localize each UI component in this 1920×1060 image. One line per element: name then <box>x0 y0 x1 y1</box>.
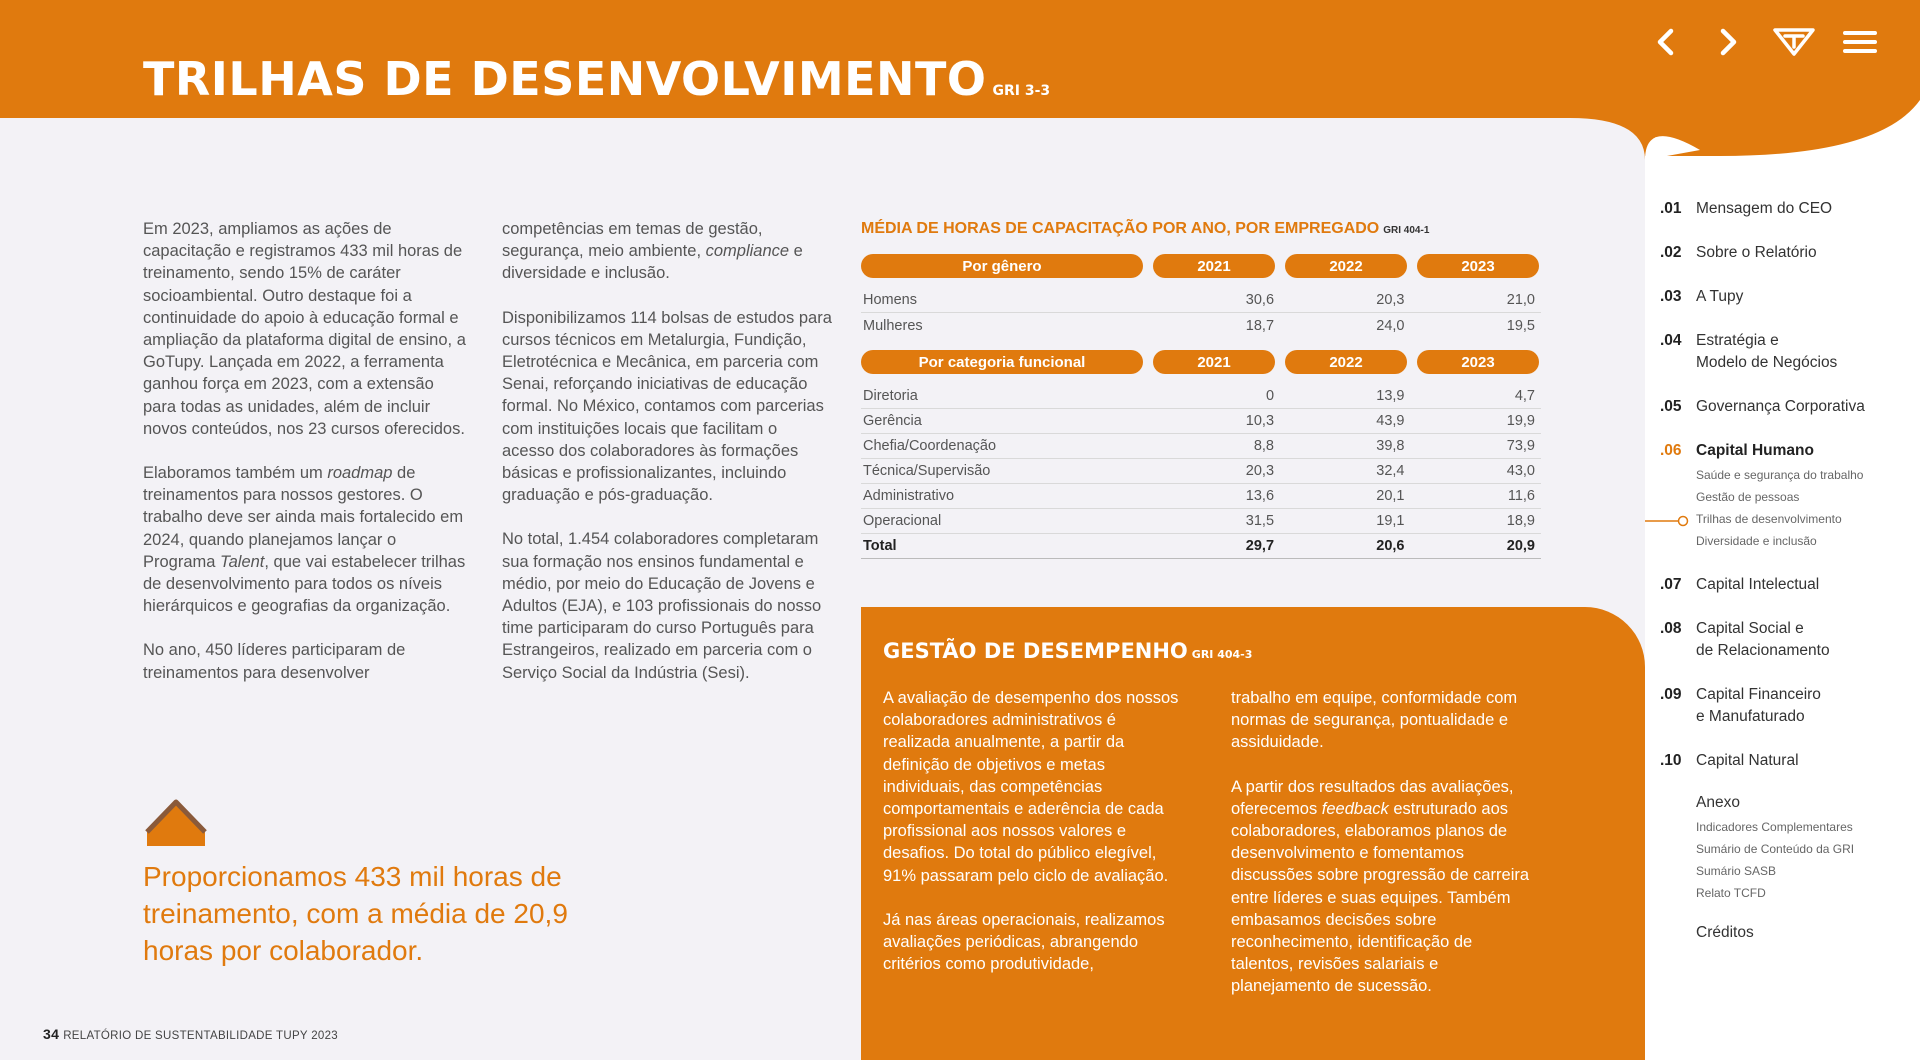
row-value: 73,9 <box>1506 438 1535 454</box>
hamburger-menu-icon[interactable] <box>1840 26 1880 58</box>
row-value: 0 <box>1265 388 1275 404</box>
row-value: 13,6 <box>1245 488 1275 504</box>
paragraph: competências em temas de gestão, segurança, meio ambiente, compliance e diversidade e inclusão. <box>502 220 803 283</box>
row-label: Operacional <box>863 513 942 529</box>
body-column-2 <box>502 218 832 706</box>
tupy-logo-icon[interactable] <box>1770 26 1818 58</box>
sidebar-annex-item[interactable]: Sumário de Conteúdo da GRI <box>1696 842 1855 856</box>
table-row <box>861 409 1541 434</box>
row-value: 20,3 <box>1245 463 1275 479</box>
paragraph: Disponibilizamos 114 bolsas de estudos para cursos técnicos em Metalurgia, Fundição, Eletrotécnica e Mecânica, em parceria com Senai, reforçando iniciativas de educação formal. No México, contamos com parcerias com instituições locais que facilitam o acesso dos colaboradores às formações básicas e profissionalizantes, incluindo graduação e pós-graduação. <box>502 308 832 505</box>
sidebar-item-number: .03 <box>1660 288 1682 305</box>
sidebar-item-label: Capital Humano <box>1696 442 1814 459</box>
row-value: 32,4 <box>1376 463 1405 479</box>
sidebar-item-label: Capital Financeiro e Manufaturado <box>1696 686 1821 725</box>
row-label: Homens <box>863 292 917 308</box>
sidebar-credits[interactable]: Créditos <box>1696 924 1754 941</box>
sidebar-item-03[interactable] <box>1660 286 1920 308</box>
row-value: 8,8 <box>1253 438 1275 454</box>
sidebar-annex-item[interactable]: Relato TCFD <box>1696 886 1766 900</box>
row-value: 4,7 <box>1514 388 1535 404</box>
row-value: 20,3 <box>1376 292 1405 308</box>
sidebar-item-number: .09 <box>1660 686 1682 703</box>
sidebar-subitem[interactable]: Gestão de pessoas <box>1696 490 1800 504</box>
row-value: 13,9 <box>1376 388 1405 404</box>
row-label: Mulheres <box>863 317 923 334</box>
table-row <box>861 384 1541 409</box>
paragraph: A avaliação de desempenho dos nossos colaboradores administrativos é realizada anualmente, a partir da definição de objetivos e metas individuais, das competências comportamentais e aderência de cada profissional aos nossos valores e desafios. Do total do público elegível, 91% passaram pelo ciclo de avaliação. <box>883 689 1179 885</box>
performance-column-2 <box>1231 687 1533 1020</box>
row-value: 19,9 <box>1506 413 1535 429</box>
sidebar-menu <box>1660 198 1920 942</box>
performance-section <box>861 607 1645 1060</box>
row-label: Chefia/Coordenação <box>863 438 997 454</box>
sidebar-annex-item[interactable]: Sumário SASB <box>1696 864 1777 878</box>
table-row <box>861 484 1541 509</box>
footer <box>43 1026 338 1042</box>
paragraph: Já nas áreas operacionais, realizamos avaliações periódicas, abrangendo critérios como produtividade, <box>883 910 1165 974</box>
body-column-1 <box>143 218 468 706</box>
sidebar-item-number: .06 <box>1660 442 1682 459</box>
sidebar-subitem[interactable]: Trilhas de desenvolvimento <box>1696 512 1842 526</box>
paragraph: Elaboramos também um roadmap de treinamentos para nossos gestores. O trabalho deve ser ainda mais fortalecido em 2024, quando planejamos lançar o Programa Talent, que vai estabelecer trilhas de desenvolvimento para todos os níveis hierárquicos e geografias da organização. <box>143 464 466 616</box>
sidebar-item-09[interactable] <box>1660 684 1920 728</box>
row-label: Técnica/Supervisão <box>863 463 991 479</box>
row-value: 31,5 <box>1245 513 1275 529</box>
paragraph: Em 2023, ampliamos as ações de capacitação e registramos 433 mil horas de treinamento, sendo 15% de caráter socioambiental. Outro destaque foi a continuidade do apoio à educação formal e ampliação da plataforma digital de ensino, a GoTupy. Lançada em 2022, a ferramenta ganhou força em 2023, com a extensão para todas as unidades, além de incluir novos conteúdos, nos 23 cursos oferecidos. <box>143 220 466 438</box>
paragraph: A partir dos resultados das avaliações, oferecemos feedback estruturado aos colaboradores, elaboramos planos de desenvolvimento e fomentamos discussões sobre progressão de carreira entre líderes e suas equipes. Também embasamos decisões sobre reconhecimento, identificação de talentos, revisões salariais e planejamento de sucessão. <box>1231 777 1530 996</box>
row-value: 10,3 <box>1245 413 1275 429</box>
row-value: 21,0 <box>1506 292 1535 308</box>
row-value: 20,1 <box>1376 488 1405 504</box>
performance-column-1 <box>883 687 1185 1020</box>
sidebar-item-number: .01 <box>1660 200 1682 217</box>
row-value: 43,0 <box>1506 463 1535 479</box>
page-title: TRILHAS DE DESENVOLVIMENTO GRI 3-3 <box>143 52 1051 106</box>
sidebar-item-05[interactable] <box>1660 396 1920 418</box>
sidebar-item-04[interactable] <box>1660 330 1920 374</box>
roof-arrow-icon <box>143 798 209 850</box>
sidebar-item-label: Capital Natural <box>1696 752 1799 769</box>
sidebar-item-08[interactable] <box>1660 618 1920 662</box>
row-label: Administrativo <box>863 488 955 504</box>
sidebar-item-label: Capital Social e de Relacionamento <box>1696 620 1830 659</box>
sidebar-item-02[interactable] <box>1660 242 1920 264</box>
table-header-gender: Por gênero 2021 2022 2023 <box>861 254 1541 278</box>
sidebar-annex-submenu <box>1696 816 1920 904</box>
training-hours-table <box>861 220 1541 559</box>
table-row <box>861 459 1541 484</box>
sidebar-item-number: .10 <box>1660 752 1682 769</box>
table-header-category: Por categoria funcional 2021 2022 2023 <box>861 350 1541 374</box>
paragraph: No ano, 450 líderes participaram de treinamentos para desenvolver <box>143 641 406 682</box>
sidebar-subitem[interactable]: Saúde e segurança do trabalho <box>1696 468 1864 482</box>
sidebar-item-07[interactable] <box>1660 574 1920 596</box>
row-value: 18,7 <box>1245 317 1275 334</box>
sidebar-item-number: .02 <box>1660 244 1682 261</box>
sidebar-item-01[interactable] <box>1660 198 1920 220</box>
table-row-total: Total 29,7 20,6 20,9 <box>861 534 1541 559</box>
top-navigation <box>1646 26 1880 58</box>
row-value: 11,6 <box>1507 488 1535 504</box>
table-row <box>861 509 1541 534</box>
row-value: 43,9 <box>1376 413 1405 429</box>
sidebar-item-label: Mensagem do CEO <box>1696 200 1833 217</box>
gri-tag: GRI 3-3 <box>992 83 1051 99</box>
row-value: 18,9 <box>1506 513 1535 529</box>
sidebar-submenu <box>1696 464 1920 552</box>
table-row <box>861 288 1541 313</box>
footer-text: RELATÓRIO DE SUSTENTABILIDADE TUPY 2023 <box>63 1030 338 1042</box>
sidebar-item-number: .07 <box>1660 576 1682 593</box>
paragraph: trabalho em equipe, conformidade com normas de segurança, pontualidade e assiduidade. <box>1231 689 1518 752</box>
sidebar-item-label: Capital Intelectual <box>1696 576 1820 593</box>
sidebar-item-06[interactable] <box>1660 440 1920 462</box>
sidebar-annex-item[interactable]: Indicadores Complementares <box>1696 820 1853 834</box>
sidebar-item-label: A Tupy <box>1696 288 1744 305</box>
sidebar-item-number: .05 <box>1660 398 1682 415</box>
sidebar-item-label: Estratégia e Modelo de Negócios <box>1696 332 1838 371</box>
chevron-right-icon[interactable] <box>1708 26 1748 58</box>
page-number: 34 <box>43 1026 60 1042</box>
sidebar-annex-label[interactable]: Anexo <box>1696 794 1740 811</box>
performance-title: GESTÃO DE DESEMPENHO GRI 404-3 <box>883 639 1253 663</box>
sidebar-item-number: .04 <box>1660 332 1682 349</box>
chevron-left-icon[interactable] <box>1646 26 1686 58</box>
table-title: MÉDIA DE HORAS DE CAPACITAÇÃO POR ANO, POR EMPREGADO GRI 404-1 <box>861 220 1430 237</box>
row-label: Gerência <box>863 413 922 429</box>
row-value: 19,1 <box>1376 513 1405 529</box>
sidebar-item-label: Sobre o Relatório <box>1696 244 1817 261</box>
sidebar-subitem[interactable]: Diversidade e inclusão <box>1696 534 1817 548</box>
sidebar-item-number: .08 <box>1660 620 1682 637</box>
row-value: 19,5 <box>1506 317 1535 334</box>
sidebar-item-10[interactable] <box>1660 750 1920 772</box>
table-row <box>861 313 1541 338</box>
row-value: 24,0 <box>1376 317 1405 334</box>
table-row <box>861 434 1541 459</box>
sidebar-item-label: Governança Corporativa <box>1696 398 1865 415</box>
row-value: 30,6 <box>1245 292 1275 308</box>
highlight-quote: Proporcionamos 433 mil horas de treinamento, com a média de 20,9 horas por colaborador. <box>143 861 568 966</box>
row-label: Diretoria <box>863 388 918 404</box>
row-value: 39,8 <box>1376 438 1405 454</box>
paragraph: No total, 1.454 colaboradores completaram sua formação nos ensinos fundamental e médio, por meio do Educação de Jovens e Adultos (EJA), e 103 profissionais do nosso time participaram do curso Português para Estrangeiros, realizado em parceria com o Serviço Social da Indústria (Sesi). <box>502 530 822 682</box>
